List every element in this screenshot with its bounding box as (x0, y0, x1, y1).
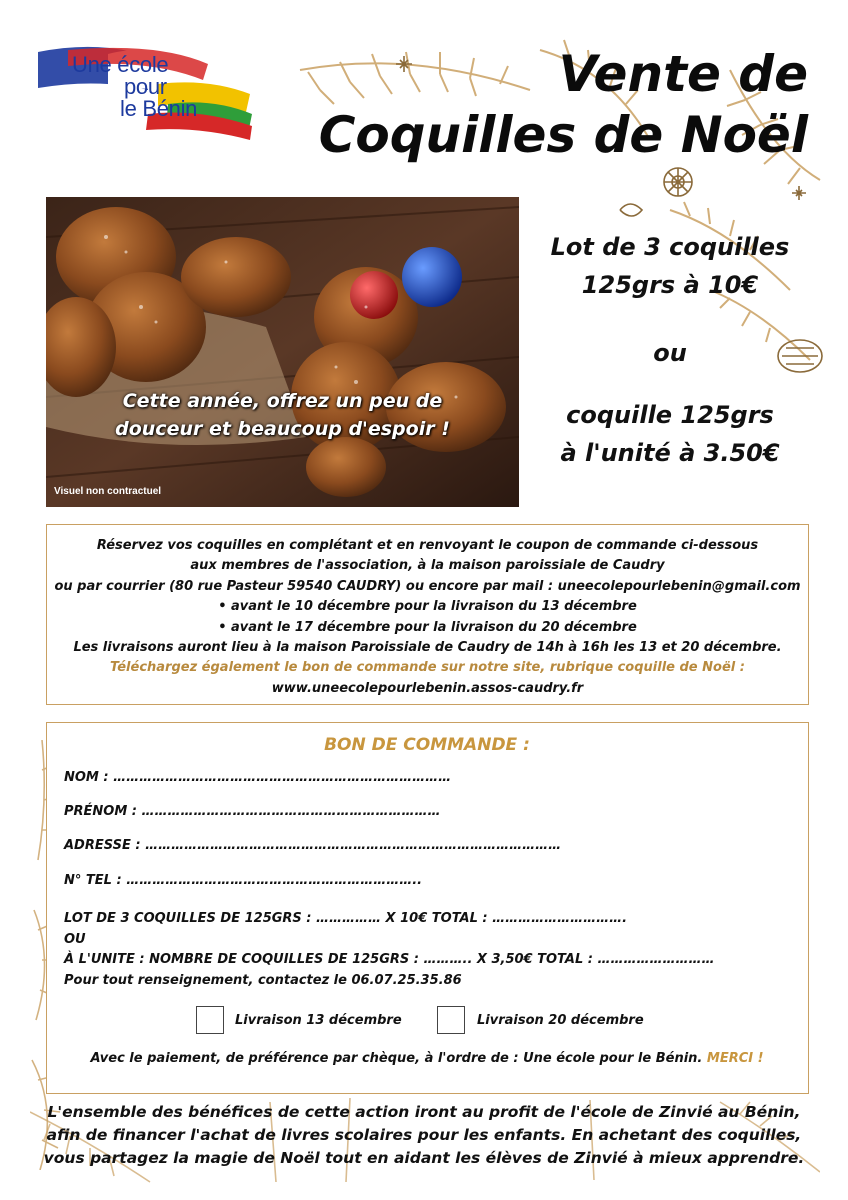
payment-instructions (47, 1051, 807, 1066)
lot-order-field[interactable]: LOT DE 3 COQUILLES DE 125GRS : …………… X 10€ TOTAL : …………………………. (64, 911, 628, 926)
offer-or-text: ou (653, 339, 687, 367)
offer-lot (530, 228, 810, 304)
contact-phone-text: Pour tout renseignement, contactez le 06.07.25.35.86 (64, 973, 462, 988)
photo-disclaimer: Visuel non contractuel (54, 486, 162, 497)
info-deadline-1: • avant le 10 décembre pour la livraison du 13 décembre (218, 599, 637, 615)
photo-caption-line-1: Cette année, offrez un peu de (122, 390, 443, 412)
info-box (46, 524, 809, 705)
offer-unit-line-1: coquille 125grs (566, 401, 774, 429)
photo-caption (46, 387, 519, 443)
info-download-note: Téléchargez également le bon de commande sur notre site, rubrique coquille de Noël : (110, 660, 745, 676)
info-deadline-2: • avant le 17 décembre pour la livraison du 20 décembre (218, 619, 637, 635)
delivery-20-checkbox[interactable] (437, 1006, 465, 1034)
website-link[interactable]: www.uneecolepourlebenin.assos-caudry.fr (271, 680, 584, 696)
title-line-2: Coquilles de Noël (318, 106, 808, 164)
info-delivery-place: Les livraisons auront lieu à la maison Paroissiale de Caudry de 14h à 16h les 13 et 20 décembre. (73, 640, 782, 656)
name-field[interactable]: NOM : …………………………………………………………………… (64, 770, 452, 785)
delivery-13-checkbox[interactable] (196, 1006, 224, 1034)
logo-line-1: Une école (72, 52, 169, 77)
offer-unit (530, 396, 810, 472)
logo (38, 44, 253, 144)
footer-message (20, 1101, 828, 1170)
brioche-image (46, 197, 519, 507)
product-photo (46, 197, 519, 507)
phone-field[interactable]: N° TEL : ………………………………………………………….. (64, 873, 423, 888)
thanks-text: MERCI ! (706, 1051, 764, 1066)
info-line-contact: ou par courrier (80 rue Pasteur 59540 CAUDRY) ou encore par mail : uneecolepourlebenin@gmail.com (54, 578, 801, 594)
page-title (319, 44, 808, 166)
logo-line-3: le Bénin (120, 96, 198, 121)
delivery-20-label: Livraison 20 décembre (477, 1013, 644, 1028)
offer-lot-line-1: Lot de 3 coquilles (550, 233, 790, 261)
payment-text: Avec le paiement, de préférence par chèque, à l'ordre de : Une école pour le Bénin. (90, 1051, 703, 1066)
title-line-1: Vente de (558, 45, 808, 103)
offer-lot-line-2: 125grs à 10€ (581, 271, 759, 299)
order-or-text: OU (64, 932, 86, 947)
info-line: Réservez vos coquilles en complétant et en renvoyant le coupon de commande ci-dessous (96, 538, 759, 553)
offer-unit-line-2: à l'unité à 3.50€ (560, 439, 780, 467)
info-line: aux membres de l'association, à la maison paroissiale de Caudry (190, 558, 665, 574)
footer-line-1: L'ensemble des bénéfices de cette action iront au profit de l'école de Zinvié au Bénin, (47, 1103, 801, 1121)
delivery-13-label: Livraison 13 décembre (235, 1013, 402, 1028)
order-form-title: BON DE COMMANDE : (324, 735, 530, 755)
logo-line-2: pour (124, 74, 167, 99)
footer-line-3: vous partagez la magie de Noël tout en aidant les élèves de Zinvié à mieux apprendre. (43, 1149, 805, 1167)
firstname-field[interactable]: PRÉNOM : …………………………………………………………… (64, 804, 441, 819)
logo-text (72, 54, 197, 120)
unit-order-field[interactable]: À L'UNITE : NOMBRE DE COQUILLES DE 125GRS : ……….. X 3,50€ TOTAL : ……………………… (64, 952, 715, 967)
photo-caption-line-2: douceur et beaucoup d'espoir ! (115, 418, 450, 440)
offer-or (530, 334, 810, 372)
order-form (46, 722, 809, 1094)
address-field[interactable]: ADRESSE : …………………………………………………………………………………… (64, 838, 562, 853)
footer-line-2: afin de financer l'achat de livres scolaires pour les enfants. En achetant des coquilles, (46, 1126, 802, 1144)
